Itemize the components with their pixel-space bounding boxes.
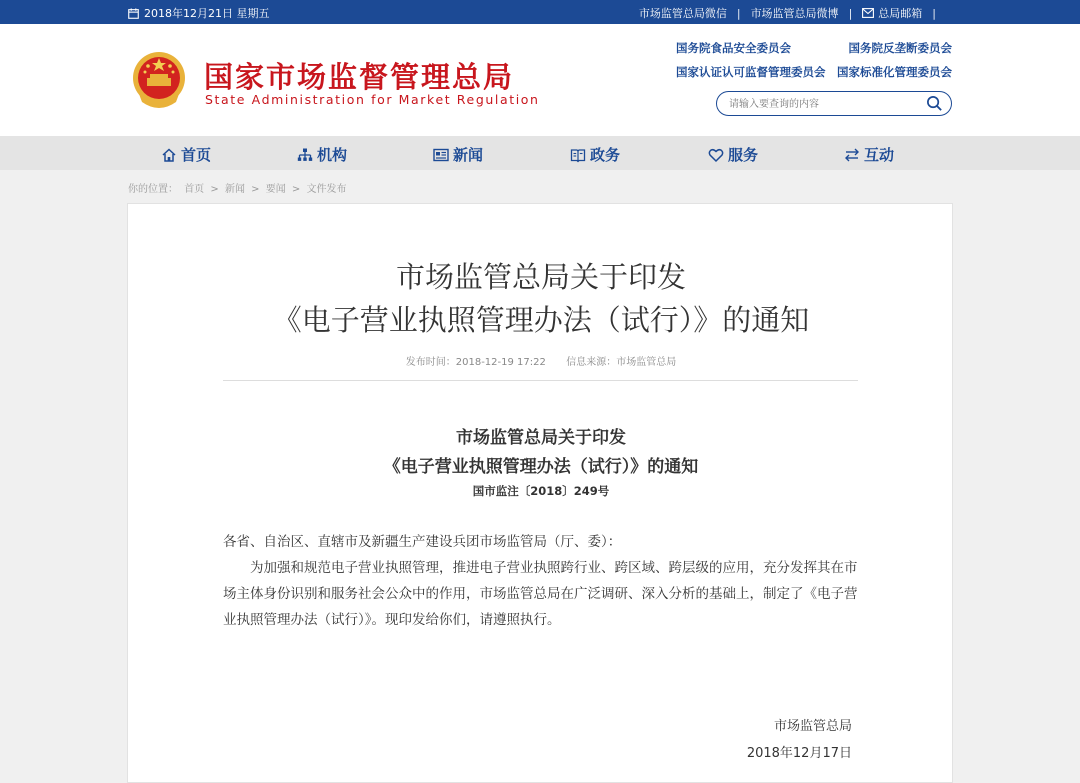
source-value: 市场监管总局: [616, 357, 677, 368]
breadcrumb-item[interactable]: 首页: [184, 184, 205, 195]
search-input[interactable]: [727, 95, 921, 113]
nav-label: 首页: [181, 146, 212, 164]
nav-item-government[interactable]: [570, 144, 620, 165]
nav-label: 机构: [317, 146, 348, 164]
body-paragraph: 为加强和规范电子营业执照管理，推进电子营业执照跨行业、跨区域、跨层级的应用，充分发挥其在市场主体身份识别和服务社会公众中的作用，市场监管总局在广泛调研、深入分析的基础上，制定了《电子营业执照管理办法（试行）》。现印发给你们，请遵照执行。: [223, 560, 858, 628]
government-icon: [570, 147, 586, 163]
nav-label: 政务: [590, 146, 621, 164]
nav-item-home[interactable]: [161, 144, 211, 165]
nav-label: 服务: [728, 146, 759, 164]
article-title-line2: 《电子营业执照管理办法（试行）》的通知: [272, 303, 810, 337]
nav-label: 互动: [864, 146, 895, 164]
source-label: 信息来源：: [566, 357, 617, 368]
mail-icon: [862, 8, 874, 18]
committee-links: [676, 40, 966, 88]
home-icon: [161, 147, 177, 163]
wechat-link[interactable]: 市场监管总局微信: [638, 7, 727, 20]
committee-link[interactable]: 国家标准化管理委员会: [837, 65, 952, 79]
link-separator: |: [932, 6, 936, 20]
breadcrumb-item[interactable]: 新闻: [224, 184, 245, 195]
publish-time: 2018-12-19 17:22: [455, 357, 546, 368]
committee-link[interactable]: 国家认证认可监督管理委员会: [676, 65, 826, 79]
committee-link[interactable]: 国务院食品安全委员会: [676, 41, 791, 55]
weibo-link[interactable]: 市场监管总局微博: [750, 7, 839, 20]
nav-item-news[interactable]: [433, 144, 483, 165]
breadcrumb-item[interactable]: 要闻: [265, 184, 286, 195]
signature-date: 2018年12月17日: [746, 746, 852, 761]
main-nav: [0, 136, 1080, 170]
breadcrumb-item[interactable]: 文件发布: [306, 184, 347, 195]
committee-link[interactable]: 国务院反垄断委员会: [848, 41, 952, 55]
mail-link-label: 总局邮箱: [878, 7, 923, 20]
current-date: [128, 5, 270, 21]
exchange-icon: [844, 147, 860, 163]
nav-item-interaction[interactable]: [844, 144, 894, 165]
top-links: [639, 5, 946, 21]
document-number: 国市监注〔2018〕249号: [472, 484, 610, 498]
site-title[interactable]: 国家市场监督管理总局: [204, 60, 515, 94]
date-text: 2018年12月21日 星期五: [144, 7, 270, 20]
article-title-line1: 市场监管总局关于印发: [395, 260, 686, 294]
nav-item-org[interactable]: [297, 144, 347, 165]
site-subtitle: State Administration for Market Regulation: [205, 92, 540, 107]
signature-org: 市场监管总局: [773, 719, 852, 734]
top-utility-bar: [0, 0, 1080, 24]
news-icon: [433, 147, 449, 163]
salutation: 各省、自治区、直辖市及新疆生产建设兵团市场监管局（厅、委）：: [223, 534, 622, 550]
link-separator: |: [736, 6, 741, 20]
site-header: [0, 24, 1080, 136]
title-divider: [223, 380, 858, 381]
mail-link[interactable]: [862, 5, 922, 21]
article-card: [127, 203, 953, 783]
calendar-icon: [128, 8, 139, 19]
document-title-line1: 市场监管总局关于印发: [456, 428, 626, 448]
publish-label: 发布时间：: [405, 357, 456, 368]
breadcrumb-prefix: 你的位置：: [128, 184, 178, 195]
document-title-line2: 《电子营业执照管理办法（试行）》的通知: [383, 457, 699, 477]
breadcrumb: [128, 180, 349, 195]
link-separator: |: [848, 6, 853, 20]
nav-item-service[interactable]: [708, 144, 758, 165]
search-box: [716, 91, 952, 116]
search-icon[interactable]: [926, 95, 943, 112]
national-emblem-logo[interactable]: [130, 50, 188, 110]
breadcrumb-separator: >: [251, 184, 260, 195]
breadcrumb-separator: >: [210, 184, 219, 195]
article-meta: [128, 353, 954, 368]
nav-label: 新闻: [453, 146, 484, 164]
heart-icon: [708, 147, 724, 163]
org-chart-icon: [297, 147, 313, 163]
breadcrumb-separator: >: [291, 184, 301, 195]
